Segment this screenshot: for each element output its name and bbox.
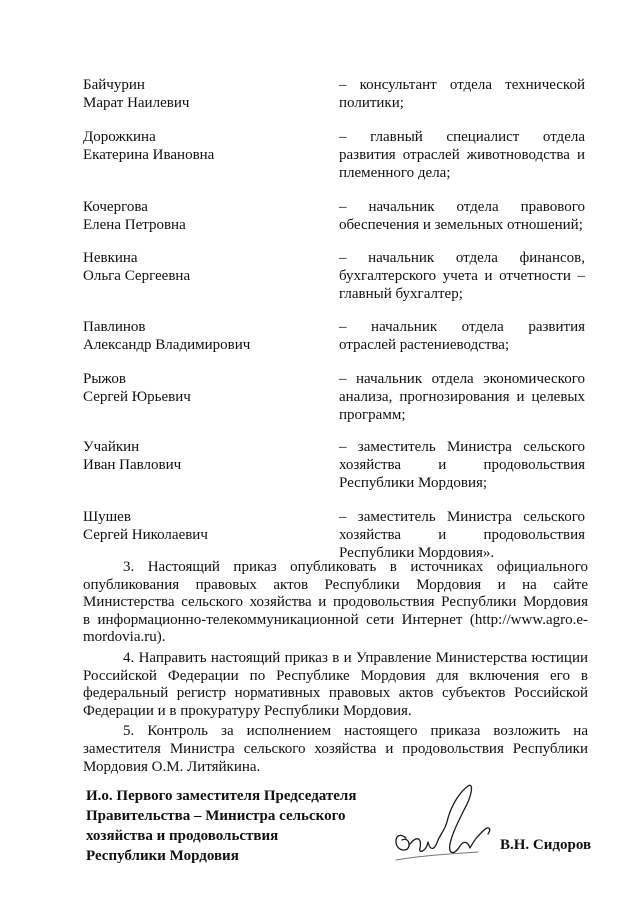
given-names: Александр Владимирович [83,337,251,353]
role-line: – начальник отдела экономического [339,371,585,387]
member-role [339,249,585,303]
member-role [339,76,585,112]
member-role [339,508,585,562]
role-line: политики; [339,95,404,111]
clause-line: заместителя Министра сельского хозяйства и продовольствия Республики [83,740,588,757]
member-name [83,508,318,544]
member-role [339,128,585,182]
role-line: Республики Мордовия; [339,475,488,491]
member-name [83,128,318,164]
position-line: Правительства – Министра сельского [86,808,346,824]
role-line: Республики Мордовия». [339,545,495,561]
clause-submission [83,650,588,720]
role-line: – начальник отдела финансов, [339,250,585,266]
clause-line: 5. Контроль за исполнением настоящего приказа возложить на [123,723,588,740]
role-line: хозяйства и продовольствия [339,527,585,543]
given-names: Иван Павлович [83,457,182,473]
clause-line: в информационно-телекоммуникационной сети Интернет (http://www.agro.e- [83,611,588,628]
surname: Невкина [83,250,138,266]
clause-line: федеральный регистр нормативных правовых актов субъектов Российской [83,685,588,702]
given-names: Елена Петровна [83,217,186,233]
member-name [83,370,318,406]
surname: Байчурин [83,77,145,93]
surname: Рыжов [83,371,126,387]
role-line: отраслей растениеводства; [339,337,510,353]
role-line: – консультант отдела технической [339,77,585,93]
role-line: главный бухгалтер; [339,286,463,302]
surname: Кочергова [83,199,148,215]
member-name [83,318,318,354]
clause-line: Мордовия О.М. Литяйкина. [83,758,261,775]
given-names: Сергей Николаевич [83,527,208,543]
clause-line: Российской Федерации по Республике Мордовия для включения его в [83,667,588,684]
surname: Павлинов [83,319,146,335]
role-line: развития отраслей животноводства и [339,147,585,163]
position-line: И.о. Первого заместителя Председателя [86,788,357,804]
clause-line: Федерации и в прокуратуру Республики Мордовия. [83,702,412,719]
clause-line: 3. Настоящий приказ опубликовать в источниках официального [123,559,588,575]
member-name [83,249,318,285]
surname: Учайкин [83,439,140,455]
surname: Дорожкина [83,129,156,145]
clause-control [83,723,588,776]
clause-line: 4. Направить настоящий приказ в и Управление Министерства юстиции [123,649,588,666]
member-name [83,76,318,112]
role-line: анализа, прогнозирования и целевых [339,389,585,405]
given-names: Ольга Сергеевна [83,268,191,284]
clause-publication [83,559,588,647]
member-role [339,438,585,492]
role-line: программ; [339,407,406,423]
role-line: бухгалтерского учета и отчетности – [339,268,585,284]
handwritten-signature [388,778,498,878]
position-line: Республики Мордовия [86,848,239,864]
clause-line: опубликования правовых актов Республики Мордовия и на сайте [83,576,588,593]
role-line: – начальник отдела правового [339,199,585,215]
role-line: – главный специалист отдела [339,129,585,145]
given-names: Марат Наилевич [83,95,190,111]
member-role [339,318,585,354]
signatory-position [86,786,386,866]
role-line: – заместитель Министра сельского [339,509,585,525]
position-line: хозяйства и продовольствия [86,828,279,844]
surname: Шушев [83,509,131,525]
role-line: обеспечения и земельных отношений; [339,217,583,233]
role-line: хозяйства и продовольствия [339,457,585,473]
given-names: Сергей Юрьевич [83,389,191,405]
role-line: племенного дела; [339,165,451,181]
member-name [83,198,318,234]
given-names: Екатерина Ивановна [83,147,215,163]
member-name [83,438,318,474]
order-clauses [83,559,588,779]
role-line: – начальник отдела развития [339,319,585,335]
role-line: – заместитель Министра сельского [339,439,585,455]
member-role [339,198,585,234]
clause-line: mordovia.ru). [83,629,166,646]
member-role [339,370,585,424]
signatory-name: В.Н. Сидоров [500,837,592,853]
clause-line: Министерства сельского хозяйства и продовольствия Республики Мордовия [83,594,588,611]
